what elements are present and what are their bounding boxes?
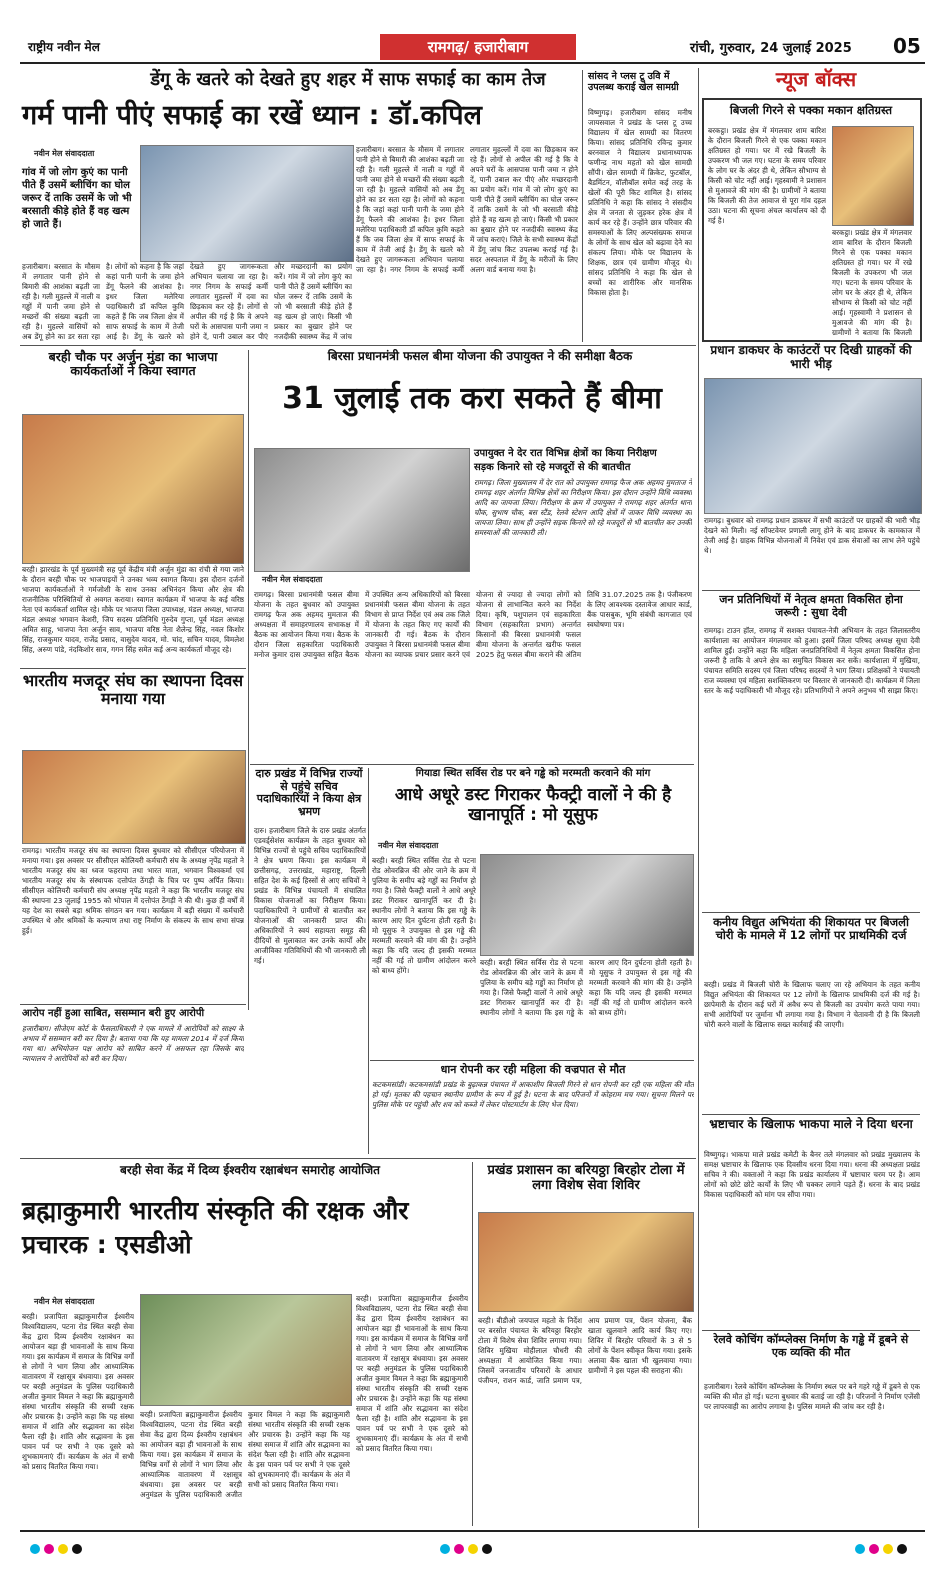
registration-swatch	[883, 1544, 893, 1554]
section-rule	[20, 1158, 696, 1159]
dakghar-photo	[704, 378, 922, 514]
section-rule	[20, 668, 246, 669]
bhakpa-headline: भ्रष्टाचार के खिलाफ भाकपा माले ने दिया धरना	[709, 1117, 913, 1131]
daru-body: दारु। हजारीबाग जिले के दारु प्रखंड अंतर्गत एडवर्ड्सेशंस कार्यक्रम के तहत बुधवार को विभिन्न राज्यों से पहुंचे सचिव पदाधिकारियों ने क्षेत्र भ्रमण किया। इस कार्यक्रम में छत्तीसगढ़, उत्तराखंड, महाराष्ट्र, दिल्ली सहित देश के कई हिस्सों से आए सचिवों ने प्रखंड के विभिन्न पंचायतों में संचालित विकास योजनाओं का निरीक्षण किया। पदाधिकारियों ने ग्रामीणों से बातचीत कर योजनाओं की जानकारी प्राप्त की। अधिकारियों ने स्वयं सहायता समूह की दीदियों से मुलाकात कर उनके कार्यों और आजीविका गतिविधियों की भी जानकारी ली गई।	[254, 826, 366, 965]
bijli-body: बरकट्ठा। प्रखंड क्षेत्र में मंगलवार शाम बारिश के दौरान बिजली गिरने से एक पक्का मकान क्षतिग्रस्त हो गया। घर में रखे बिजली के उपकरण भी जल गए। घटना के समय परिवार के लोग घर के अंदर ही थे, लेकिन सौभाग्य से किसी को चोट नहीं आई। गृहस्वामी ने प्रशासन से मुआवजे की मांग की है। ग्रामीणों ने बताया कि बिजली की तेज आवाज से पूरा गांव दहल उठा। घटना की सूचना अंचल कार्यालय को दी गई है।	[708, 126, 826, 225]
registration-swatch	[897, 1544, 907, 1554]
registration-swatch	[72, 1544, 82, 1554]
daru-headline: दारु प्रखंड में विभिन्न राज्यों से पहुंचे सचिव पदाधिकारियों ने किया क्षेत्र भ्रमण	[255, 767, 363, 818]
dengue-kicker: डेंगू के खतरे को देखते हुए शहर में साफ सफाई का काम तेज	[150, 69, 546, 90]
registration-swatch	[440, 1544, 450, 1554]
factory-photo	[480, 854, 694, 956]
column-rule	[472, 1162, 473, 1526]
column-rule	[248, 350, 249, 1010]
arop-body: हजारीबाग। सीजेएम कोर्ट के फैसलाधिकारी ने एक मामले में आरोपियों को साक्ष्य के अभाव में ससम्मान बरी कर दिया है। बताया गया कि यह मामला 2014 में दर्ज किया गया था। अभियोजन पक्ष आरोप को साबित करने में असफल रहा जिसके बाद न्यायालय ने आरोपियों को बरी कर दिया।	[22, 1024, 244, 1063]
footer-rule	[20, 1530, 925, 1532]
bima-kicker: बिरसा प्रधानमंत्री फसल बीमा योजना की उपायुक्त ने की समीक्षा बैठक	[327, 349, 633, 363]
railway-body: हजारीबाग। रेलवे कोचिंग कॉम्प्लेक्स के निर्माण स्थल पर बने गहरे गड्ढे में डूबने से एक व्यक्ति की मौत हो गई। घटना बुधवार की बताई जा रही है। परिजनों ने निर्माण एजेंसी पर लापरवाही का आरोप लगाया है। पुलिस मामले की जांच कर रही है।	[704, 1382, 920, 1411]
rakshabandhan-byline: नवीन मेल संवाददाता	[34, 1297, 95, 1306]
registration-swatch	[58, 1544, 68, 1554]
dengue-pullquote: गांव में जो लोग कुएं का पानी पीते हैं उसमें ब्लीचिंग का घोल जरूर दें ताकि उसमें के जो भी बरसाती कीड़े होते हैं वह खत्म हो जाते हैं।	[22, 167, 132, 230]
dateline: रांची, गुरुवार, 24 जुलाई 2025	[690, 41, 852, 56]
mazdoor-headline: भारतीय मजदूर संघ का स्थापना दिवस मनाया गया	[22, 671, 244, 709]
bhakpa-body: विष्णुगढ़। भाकपा माले प्रखंड कमेटी के बैनर तले मंगलवार को प्रखंड मुख्यालय के समक्ष भ्रष्टाचार के खिलाफ एक दिवसीय धरना दिया गया। धरना की अध्यक्षता प्रखंड सचिव ने की। वक्ताओं ने कहा कि प्रखंड कार्यालय में भ्रष्टाचार चरम पर है। आम लोगों को छोटे छोटे कार्यों के लिए भी चक्कर लगाने पड़ते हैं। धरना के बाद प्रखंड विकास पदाधिकारी को मांग पत्र सौंपा गया।	[704, 1150, 920, 1199]
news-box-title: न्यूज बॉक्स	[775, 67, 857, 91]
sansad-body: विष्णुगढ़। हजारीबाग सांसद मनीष जायसवाल ने प्रखंड के प्लस टू उच्च विद्यालय में खेल सामग्री का वितरण किया। सांसद प्रतिनिधि रविन्द्र कुमार बरनवाल ने विद्यालय प्रधानाध्यापक फणीन्द्र नाथ महतो को खेल सामग्री सौंपी। खेल सामग्री में क्रिकेट, फुटबॉल, बैडमिंटन, वॉलीबॉल समेत कई तरह के खेलों की पूरी किट शामिल है। सांसद प्रतिनिधि ने कहा कि सांसद ने संसदीय क्षेत्र में जनता से जुड़कर हरेक क्षेत्र में कार्य कर रहे हैं। उन्होंने छात्र परिवार की समस्याओं के लिए अल्पसंख्यक समाज के लोगों के साथ खेल को बढ़ावा देने का संकल्प लिया। मौके पर विद्यालय के शिक्षक, छात्र एवं ग्रामीण मौजूद थे। सांसद प्रतिनिधि ने कहा कि खेल से बच्चों का शारीरिक और मानसिक विकास होता है।	[588, 108, 692, 297]
bima-byline: नवीन मेल संवाददाता	[262, 575, 323, 584]
column-rule	[368, 768, 369, 1154]
bijli-photo	[832, 126, 914, 226]
page-number: 05	[893, 34, 921, 58]
upayukt-subhead: सड़क किनारे सो रहे मजदूरों से की बातचीत	[474, 462, 631, 473]
bijli-body-cont: बरकट्ठा। प्रखंड क्षेत्र में मंगलवार शाम बारिश के दौरान बिजली गिरने से एक पक्का मकान क्षतिग्रस्त हो गया। घर में रखे बिजली के उपकरण भी जल गए। घटना के समय परिवार के लोग घर के अंदर ही थे, लेकिन सौभाग्य से किसी को चोट नहीं आई। गृहस्वामी ने प्रशासन से मुआवजे की मांग की है। ग्रामीणों ने बताया कि बिजली	[832, 228, 912, 336]
arjun-photo	[22, 414, 244, 564]
shivir-headline: प्रखंड प्रशासन का बरियठ्ठा बिरहोर टोला में लगा विशेष सेवा शिविर	[487, 1163, 685, 1193]
registration-swatch	[482, 1544, 492, 1554]
section-rule	[20, 345, 696, 346]
sidebar-rule	[698, 68, 699, 1528]
factory-headline: आधे अधूरे डस्ट गिराकर फैक्ट्री वालों ने की है खानापूर्ति : मो यूसुफ	[394, 785, 672, 825]
registration-swatch	[454, 1544, 464, 1554]
rakshabandhan-photo	[140, 1294, 352, 1406]
bima-body: रामगढ़। बिरसा प्रधानमंत्री फसल बीमा योजना के तहत बुधवार को उपायुक्त रामगढ़ फैज अक अहमद मुमताज की अध्यक्षता में समाहरणालय सभाकक्ष में बैठक का आयोजन किया गया। बैठक के दौरान जिला सहकारिता पदाधिकारी मनोज कुमार दास उपायुक्त सहित बैठक में उपस्थित अन्य अधिकारियों को बिरसा प्रधानमंत्री फसल बीमा योजना के तहत विभाग से प्राप्त निर्देश एवं अब तक जिले में योजना के तहत किए गए कार्यों की जानकारी दी गई। बैठक के दौरान उपायुक्त ने बिरसा प्रधानमंत्री फसल बीमा योजना का व्यापक प्रचार प्रसार करने एवं योजना से ज्यादा से ज्यादा लोगों को योजना से लाभान्वित करने का निर्देश दिया। कृषि, पशुपालन एवं सहकारिता विभाग (सहकारिता प्रभाग) अन्तर्गत किसानों की बिरसा प्रधानमंत्री फसल बीमा योजना के अन्तर्गत खरीफ फसल 2025 हेतु फसल बीमा कराने की अंतिम तिथि 31.07.2025 तक है। पंजीकरण के लिए आवश्यक दस्तावेज आधार कार्ड, बैंक पासबुक, भूमि संबंधी कागजात एवं स्वघोषणा पत्र।	[254, 590, 692, 659]
factory-body-cont: बरही। बरही स्थित सर्विस रोड से पटना रोड ओवरब्रिज की ओर जाने के क्रम में पुलिया के समीप बड़े गड्ढों का निर्माण हो गया है। जिसे फैक्ट्री वालों ने आधे अधूरे डस्ट गिराकर खानापूर्ति कर दी है। स्थानीय लोगों ने बताया कि इस गड्ढे के कारण आए दिन दुर्घटना होती रहती है। मो यूसुफ ने उपायुक्त से इस गड्ढे की मरम्मती करवाने की मांग की है। उन्होंने कहा कि यदि जल्द ही इसकी मरम्मत नहीं की गई तो ग्रामीण आंदोलन करने को बाध्य होंगे।	[480, 958, 692, 1017]
rakshabandhan-headline: ब्रह्माकुमारी भारतीय संस्कृति की रक्षक और प्रचारक : एसडीओ	[22, 1196, 409, 1259]
registration-swatch	[44, 1544, 54, 1554]
dakghar-headline: प्रधान डाकघर के काउंटरों पर दिखी ग्राहकों की भारी भीड़	[710, 343, 912, 371]
color-registration-marks	[0, 1540, 945, 1560]
upayukt-body: रामगढ़। जिला मुख्यालय में देर रात को उपायुक्त रामगढ़ फैज अक अहमद मुमताज ने रामगढ़ शहर अंतर्गत विभिन्न क्षेत्रों का निरीक्षण किया। इस दौरान उन्होंने विधि व्यवस्था आदि का जायजा लिया। निरीक्षण के क्रम में उपायुक्त ने रामगढ़ शहर अंतर्गत थाना चौक, सुभाष चौक, बस स्टैंड, रेलवे स्टेशन आदि क्षेत्रों में जाकर विधि व्यवस्था का जायजा लिया। साथ ही उन्होंने सड़क किनारे सो रहे मजदूरों से भी बातचीत कर उनकी समस्याओं की जानकारी ली।	[474, 478, 692, 537]
rakshabandhan-body: बरही। प्रजापिता ब्रह्माकुमारीज ईश्वरीय विश्वविद्यालय, पटना रोड स्थित बरही सेवा केंद्र द्वारा दिव्य ईश्वरीय रक्षाबंधन का आयोजन बड़ा ही भावनाओं के साथ किया गया। इस कार्यक्रम में समाज के विभिन्न वर्गों से लोगों ने भाग लिया और आध्यात्मिक वातावरण में रक्षासूत्र बंधवाया। इस अवसर पर बरही अनुमंडल के पुलिस पदाधिकारी अजीत कुमार विमल ने कहा कि ब्रह्माकुमारी संस्था भारतीय संस्कृति की सच्ची रक्षक और प्रचारक है। उन्होंने कहा कि यह संस्था समाज में शांति और सद्भावना का संदेश फैला रही है। शांति और सद्भावना के इस पावन पर्व पर सभी ने एक दूसरे को शुभकामनाएं दीं। कार्यक्रम के अंत में सभी को प्रसाद वितरित किया गया।	[22, 1312, 134, 1471]
rakshabandhan-body-col3: बरही। प्रजापिता ब्रह्माकुमारीज ईश्वरीय विश्वविद्यालय, पटना रोड स्थित बरही सेवा केंद्र द्वारा दिव्य ईश्वरीय रक्षाबंधन का आयोजन बड़ा ही भावनाओं के साथ किया गया। इस कार्यक्रम में समाज के विभिन्न वर्गों से लोगों ने भाग लिया और आध्यात्मिक वातावरण में रक्षासूत्र बंधवाया। इस अवसर पर बरही अनुमंडल के पुलिस पदाधिकारी अजीत कुमार विमल ने कहा कि ब्रह्माकुमारी संस्था भारतीय संस्कृति की सच्ची रक्षक और प्रचारक है। उन्होंने कहा कि यह संस्था समाज में शांति और सद्भावना का संदेश फैला रही है। शांति और सद्भावना के इस पावन पर्व पर सभी ने एक दूसरे को शुभकामनाएं दीं। कार्यक्रम के अंत में सभी को प्रसाद वितरित किया गया।	[356, 1294, 468, 1453]
factory-byline: नवीन मेल संवाददाता	[378, 841, 439, 850]
masthead-rule	[20, 62, 925, 64]
sansad-headline: सांसद ने प्लस टू उवि में उपलब्ध कराई खेल सामग्री	[588, 71, 679, 93]
bima-photo	[254, 448, 470, 572]
section-rule	[370, 1060, 694, 1061]
shivir-photo	[478, 1212, 694, 1312]
section-rule	[702, 912, 920, 913]
vidyut-headline: कनीय विद्युत अभियंता की शिकायत पर बिजली चोरी के मामले में 12 लोगों पर प्राथमिकी दर्ज	[713, 915, 909, 943]
shivir-body: बरही। बीडीओ जयपाल महतो के निर्देश पर बरसोत पंचायत के बरियठ्ठा बिरहोर टोला में विशेष सेवा शिविर लगाया गया। शिविर मुखिया मोहीलाल चौधरी की अध्यक्षता में आयोजित किया गया। जिसमें जनजातीय परिवारों के आधार पंजीयन, राशन कार्ड, जाति प्रमाण पत्र, आय प्रमाण पत्र, पेंशन योजना, बैंक खाता खुलवाने आदि कार्य किए गए। शिविर में बिरहोर परिवारों के 3 से 5 लोगों के पेंशन स्वीकृत किया गया। इसके अलावा बैंक खाता भी खुलवाया गया। ग्रामीणों ने इस पहल की सराहना की।	[478, 1316, 692, 1385]
railway-headline: रेलवे कोचिंग कॉम्प्लेक्स निर्माण के गड्ढे में डूबने से एक व्यक्ति की मौत	[713, 1333, 909, 1359]
dengue-body-cont: हजारीबाग। बरसात के मौसम में लगातार पानी होने से बिमारी की आशंका बढ़ती जा रही है। गली मुहल्ले में नाली व गड्ढों में पानी जमा होने से मच्छरों की संख्या बढ़ती जा रही है। मुहल्ले वासियों को अब डेंगू होने का डर सता रहा है। लोगों को कहना है कि जहां कहां पानी पानी के जमा होने डेंगू फैलने की आशंका है। इधर जिला मलेरिया पदाधिकारी डॉ कपिल कुमि कहते हैं कि जब जिला क्षेत्र में साफ सफाई के काम में तेजी आई है। डेंगू के खतरे को देखते हुए जागरूकता अभियान चलाया जा रहा है। नगर निगम के सफाई कर्मी लगातार मुहल्लों में दवा का छिड़काव कर रहे हैं। लोगों से अपील की गई है कि वे अपने घरों के आसपास पानी जमा न होने दें, पानी उबाल कर पीएं और मच्छरदानी का प्रयोग करें। गांव में जो लोग कुएं का पानी पीते हैं उसमें ब्लीचिंग का घोल जरूर दें ताकि उसमें के जो भी बरसाती कीड़े होते हैं वह खत्म हो जाएं। किसी भी प्रकार का बुखार होने पर नजदीकी स्वास्थ्य केंद्र में जांच कराएं। जिले के सभी स्वास्थ्य केंद्रों में डेंगू जांच किट उपलब्ध कराई गई है। सदर अस्पताल में डेंगू के मरीजों के लिए अलग वार्ड बनाया गया है।	[356, 145, 578, 274]
column-rule	[582, 70, 583, 342]
section-rule	[250, 764, 694, 765]
bima-headline: 31 जुलाई तक करा सकते हैं बीमा	[282, 381, 662, 416]
registration-swatch	[468, 1544, 478, 1554]
mazdoor-body: रामगढ़। भारतीय मजदूर संघ का स्थापना दिवस बुधवार को सीसीएल परियोजना में मनाया गया। इस अवसर पर सीसीएल कोलियरी कर्मचारी संघ के अध्यक्ष नृपेंद्र महतो ने भारतीय मजदूर संघ का ध्वज फहराया तथा भारत माता, भगवान विश्वकर्मा एवं भारतीय मजदूर संघ के संस्थापक दत्तोपंत ठेंगड़ी के चित्र पर पुष्प अर्पित किया। सीसीएल कोलियरी कर्मचारी संघ अध्यक्ष नृपेंद्र महतो ने कहा कि भारतीय मजदूर संघ की स्थापना 23 जुलाई 1955 को भोपाल में दत्तोपंत ठेंगड़ी ने की थी। कुछ ही वर्षों में यह देश का सबसे बड़ा श्रमिक संगठन बन गया। कार्यक्रम में बड़ी संख्या में कर्मचारी उपस्थित थे और श्रमिकों के कल्याण तथा राष्ट्र निर्माण के संकल्प के साथ सभा संपन्न हुई।	[22, 846, 244, 935]
dengue-headline: गर्म पानी पीएं सफाई का रखें ध्यान : डॉ.कपिल	[22, 100, 482, 131]
dengue-byline: नवीन मेल संवाददाता	[34, 149, 95, 158]
dakghar-body: रामगढ़। बुधवार को रामगढ़ प्रधान डाकघर में सभी काउंटरों पर ग्राहकों की भारी भीड़ देखने को मिली। नई सॉफ्टवेयर प्रणाली लागू होने के बाद डाकघर के कामकाज में तेजी आई है। ग्राहक विभिन्न योजनाओं में निवेश एवं डाक सेवाओं का लाभ लेने पहुंचे थे।	[704, 516, 920, 555]
rakshabandhan-kicker: बरही सेवा केंद्र में दिव्य ईश्वरीय रक्षाबंधन समारोह आयोजित	[120, 1163, 380, 1177]
dengue-photo	[140, 145, 354, 262]
vidyut-body: बरही। प्रखंड में बिजली चोरी के खिलाफ चलाए जा रहे अभियान के तहत कनीय विद्युत अभियंता की शिकायत पर 12 लोगों के खिलाफ प्राथमिकी दर्ज की गई है। छापेमारी के दौरान कई घरों में अवैध रूप से बिजली का उपयोग करते पाया गया। सभी आरोपियों पर जुर्माना भी लगाया गया है। विभाग ने चेतावनी दी है कि बिजली चोरी करने वालों के खिलाफ सख्त कार्रवाई की जाएगी।	[704, 980, 920, 1029]
sudha-headline: जन प्रतिनिधियों में नेतृत्व क्षमता विकसित होना जरूरी : सुधा देवी	[719, 593, 903, 619]
dhaan-headline: धान रोपनी कर रही महिला की वज्रपात से मौत	[440, 1063, 626, 1076]
dengue-body: हजारीबाग। बरसात के मौसम में लगातार पानी होने से बिमारी की आशंका बढ़ती जा रही है। गली मुहल्ले में नाली व गड्ढों में पानी जमा होने से मच्छरों की संख्या बढ़ती जा रही है। मुहल्ले वासियों को अब डेंगू होने का डर सता रहा है। लोगों को कहना है कि जहां कहां पानी पानी के जमा होने डेंगू फैलने की आशंका है। इधर जिला मलेरिया पदाधिकारी डॉ कपिल कुमि कहते हैं कि जब जिला क्षेत्र में साफ सफाई के काम में तेजी आई है। डेंगू के खतरे को देखते हुए जागरूकता अभियान चलाया जा रहा है। नगर निगम के सफाई कर्मी लगातार मुहल्लों में दवा का छिड़काव कर रहे हैं। लोगों से अपील की गई है कि वे अपने घरों के आसपास पानी जमा न होने दें, पानी उबाल कर पीएं और मच्छरदानी का प्रयोग करें। गांव में जो लोग कुएं का पानी पीते हैं उसमें ब्लीचिंग का घोल जरूर दें ताकि उसमें के जो भी बरसाती कीड़े होते हैं वह खत्म हो जाएं। किसी भी प्रकार का बुखार होने पर नजदीकी स्वास्थ्य केंद्र में जांच	[22, 262, 352, 341]
newspaper-name: राष्ट्रीय नवीन मेल	[28, 40, 100, 54]
registration-swatch	[30, 1544, 40, 1554]
registration-swatch	[869, 1544, 879, 1554]
registration-swatch	[855, 1544, 865, 1554]
arjun-body: बरही। झारखंड के पूर्व मुख्यमंत्री सह पूर्व केंद्रीय मंत्री अर्जुन मुंडा का रांची से गया जाने के दौरान बरही चौक पर भाजपाइयों ने उनका भव्य स्वागत किया। इस दौरान दर्जनों भाजपा कार्यकर्ताओं ने गर्मजोशी के साथ उनका अभिनंदन किया और क्षेत्र की राजनीतिक परिस्थितियों से अवगत कराया। स्वागत कार्यक्रम में भाजपा के कई वरिष्ठ नेता एवं कार्यकर्ता शामिल रहे। मौके पर भाजपा जिला उपाध्यक्ष, मंडल अध्यक्ष, भाजपा मंडल अध्यक्ष भगवान केशरी, जिप सदस्य प्रतिनिधि गुरुदेव गुप्ता, पूर्व मंडल अध्यक्ष अमित साहू, भाजपा नेता अर्जुन साव, भाजपा वरिष्ठ नेता शैलेन्द्र सिंह, नवल किशोर सिंह, राजकुमार यादव, राजेंद्र प्रसाद, वासुदेव यादव, मो. चांद, सचिन यादव, विमलेश सिंह, अरुण पांडे, नंदकिशोर साव, गगन सिंह समेत कई अन्य कार्यकर्ता मौजूद रहे।	[22, 565, 244, 654]
masthead	[0, 0, 945, 62]
section-rule	[702, 1114, 920, 1115]
arjun-headline: बरही चौक पर अर्जुन मुंडा का भाजपा कार्यकर्ताओं ने किया स्वागत	[48, 349, 218, 379]
section-rule	[702, 1330, 920, 1331]
section-rule	[702, 590, 920, 591]
section-rule	[20, 1004, 246, 1005]
mazdoor-photo	[22, 750, 246, 844]
rakshabandhan-body-cont: बरही। प्रजापिता ब्रह्माकुमारीज ईश्वरीय विश्वविद्यालय, पटना रोड स्थित बरही सेवा केंद्र द्वारा दिव्य ईश्वरीय रक्षाबंधन का आयोजन बड़ा ही भावनाओं के साथ किया गया। इस कार्यक्रम में समाज के विभिन्न वर्गों से लोगों ने भाग लिया और आध्यात्मिक वातावरण में रक्षासूत्र बंधवाया। इस अवसर पर बरही अनुमंडल के पुलिस पदाधिकारी अजीत कुमार विमल ने कहा कि ब्रह्माकुमारी संस्था भारतीय संस्कृति की सच्ची रक्षक और प्रचारक है। उन्होंने कहा कि यह संस्था समाज में शांति और सद्भावना का संदेश फैला रही है। शांति और सद्भावना के इस पावन पर्व पर सभी ने एक दूसरे को शुभकामनाएं दीं। कार्यक्रम के अंत में सभी को प्रसाद वितरित किया गया।	[140, 1410, 350, 1499]
dhaan-body: कटकमसांडी। कटकमसांडी प्रखंड के बुढ़ाकन्न पंचायत में आकाशीय बिजली गिरने से धान रोपनी कर रही एक महिला की मौत हो गई। मृतका की पहचान स्थानीय ग्रामीण के रूप में हुई है। घटना के बाद परिजनों में कोहराम मच गया। सूचना मिलने पर पुलिस मौके पर पहुंची और शव को कब्जे में लेकर पोस्टमार्टम के लिए भेज दिया।	[372, 1080, 694, 1109]
factory-kicker: गियाडा स्थित सर्विस रोड पर बने गड्ढे को मरम्मती करवाने की मांग	[415, 768, 651, 779]
factory-body: बरही। बरही स्थित सर्विस रोड से पटना रोड ओवरब्रिज की ओर जाने के क्रम में पुलिया के समीप बड़े गड्ढों का निर्माण हो गया है। जिसे फैक्ट्री वालों ने आधे अधूरे डस्ट गिराकर खानापूर्ति कर दी है। स्थानीय लोगों ने बताया कि इस गड्ढे के कारण आए दिन दुर्घटना होती रहती है। मो यूसुफ ने उपायुक्त से इस गड्ढे की मरम्मती करवाने की मांग की है। उन्होंने कहा कि यदि जल्द ही इसकी मरम्मत नहीं की गई तो ग्रामीण आंदोलन करने को बाध्य होंगे।	[372, 856, 476, 975]
section-title: रामगढ़/ हजारीबाग	[380, 34, 576, 60]
upayukt-headline: उपायुक्त ने देर रात विभिन्न क्षेत्रों का किया निरीक्षण	[474, 448, 657, 459]
sudha-body: रामगढ़। टाउन हॉल, रामगढ़ में सशक्त पंचायत-नेत्री अभियान के तहत जिलास्तरीय कार्यशाला का आयोजन मंगलवार को हुआ। इसमें जिला परिषद अध्यक्ष सुधा देवी शामिल हुईं। उन्होंने कहा कि महिला जनप्रतिनिधियों में नेतृत्व क्षमता विकसित होना जरूरी है ताकि वे अपने क्षेत्र का समुचित विकास कर सकें। कार्यशाला में मुखिया, पंचायत समिति सदस्य एवं जिला परिषद सदस्यों ने भाग लिया। प्रशिक्षकों ने पंचायती राज व्यवस्था एवं महिला सशक्तिकरण पर विस्तार से जानकारी दी। कार्यक्रम में जिला स्तर के कई पदाधिकारी भी मौजूद रहे। प्रतिभागियों ने अपने अनुभव भी साझा किए।	[704, 626, 920, 695]
arop-headline: आरोप नहीं हुआ साबित, ससम्मान बरी हुए आरोपी	[22, 1008, 205, 1019]
bijli-headline: बिजली गिरने से पक्का मकान क्षतिग्रस्त	[729, 103, 893, 117]
